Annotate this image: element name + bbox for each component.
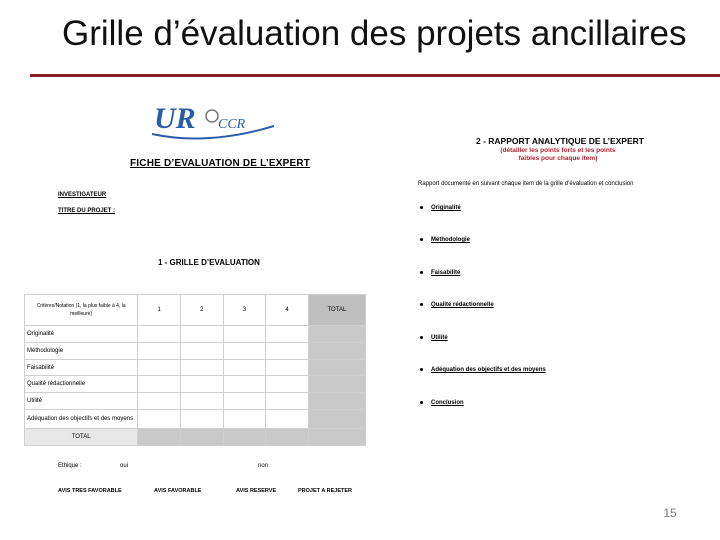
rapport-item-label: Qualité rédactionnelle [431,302,494,308]
list-item [420,335,448,341]
list-item [420,400,464,406]
total-score-cell [180,429,223,446]
table-row [25,342,366,359]
row-label: Méthodologie [25,342,138,359]
logo-ur-text: UR [154,102,196,135]
bullet-icon [420,238,423,241]
rapport-item-label: Utilité [431,335,448,341]
score-cell[interactable] [223,376,266,393]
table-row [25,393,366,410]
row-label: Faisabilité [25,359,138,376]
ethique-oui-option[interactable]: oui [120,463,129,469]
rapport-intro: Rapport documenté en suivant chaque item de la grille d’évaluation et conclusion [418,181,634,187]
bullet-icon [420,271,423,274]
total-header: TOTAL [308,295,365,326]
total-cell [308,359,365,376]
bullet-icon [420,206,423,209]
table-row [25,326,366,343]
score-cell[interactable] [180,393,223,410]
score-cell[interactable] [138,326,181,343]
total-cell [308,342,365,359]
rapport-item-label: Méthodologie [431,237,470,243]
total-cell [308,376,365,393]
score-cell[interactable] [180,359,223,376]
score-1-header: 1 [138,295,181,326]
ethique-non-option[interactable]: non [258,463,269,469]
score-cell[interactable] [138,376,181,393]
page-number: 15 [663,506,677,520]
score-cell[interactable] [138,393,181,410]
total-cell [308,326,365,343]
table-row [25,410,366,429]
score-cell[interactable] [266,410,309,429]
score-cell[interactable] [223,359,266,376]
rapport-item-label: Conclusion [431,400,464,406]
list-item [420,205,461,211]
score-cell[interactable] [138,410,181,429]
table-row [25,359,366,376]
total-cell [308,410,365,429]
total-score-cell [138,429,181,446]
total-score-cell [223,429,266,446]
fiche-title: FICHE D’EVALUATION DE L’EXPERT [130,158,311,169]
rapport-item-label: Originalité [431,205,461,211]
avis-reserve[interactable]: AVIS RESERVE [236,488,277,494]
grille-title: 1 - GRILLE D’EVALUATION [158,258,260,267]
score-cell[interactable] [266,326,309,343]
total-cell [308,429,365,446]
score-cell[interactable] [223,342,266,359]
rapport-title: 2 - RAPPORT ANALYTIQUE DE L’EXPERT [476,136,644,146]
score-cell[interactable] [180,326,223,343]
rapport-item-label: Faisabilité [431,270,461,276]
list-item [420,367,546,373]
total-score-cell [266,429,309,446]
list-item [420,270,460,276]
avis-tres-favorable[interactable]: AVIS TRES FAVORABLE [58,488,122,494]
list-item [420,302,494,308]
bullet-icon [420,336,423,339]
score-cell[interactable] [138,359,181,376]
score-3-header: 3 [223,295,266,326]
score-cell[interactable] [266,359,309,376]
score-2-header: 2 [180,295,223,326]
investigateur-label: INVESTIGATEUR [58,192,107,198]
score-cell[interactable] [223,410,266,429]
criteria-header: Critères/Notation (1, la plus faible à 4, la meilleure) [25,295,138,326]
row-label: Originalité [25,326,138,343]
score-cell[interactable] [180,376,223,393]
score-cell[interactable] [266,393,309,410]
score-cell[interactable] [180,342,223,359]
score-cell[interactable] [223,393,266,410]
bullet-icon [420,401,423,404]
total-cell [308,393,365,410]
titre-projet-label: TITRE DU PROJET : [58,208,116,214]
row-label: Adéquation des objectifs et des moyens [25,410,138,429]
rapport-item-label: Adéquation des objectifs et des moyens [431,367,546,373]
table-row [25,376,366,393]
ethique-label: Ethique : [58,463,82,469]
total-row [25,429,366,446]
score-cell[interactable] [266,342,309,359]
avis-favorable[interactable]: AVIS FAVORABLE [154,488,202,494]
row-label: Qualité rédactionnelle [25,376,138,393]
title-divider [30,74,720,77]
score-4-header: 4 [266,295,309,326]
bullet-icon [420,368,423,371]
bullet-icon [420,303,423,306]
score-cell[interactable] [266,376,309,393]
slide-title: Grille d’évaluation des projets ancillaires [62,14,687,53]
rapport-subtitle: (détailler les points forts et les points faibles pour chaque item) [500,147,616,162]
urccr-logo [148,100,280,142]
logo-emblem-icon [206,110,218,122]
score-cell[interactable] [223,326,266,343]
logo-ccr-text: CCR [218,117,246,132]
row-label: Utilité [25,393,138,410]
avis-projet-a-rejeter[interactable]: PROJET A REJETER [298,488,352,494]
list-item [420,237,470,243]
total-row-label: TOTAL [25,429,138,446]
score-cell[interactable] [180,410,223,429]
grid-header-row [25,295,366,326]
evaluation-grid [24,294,366,446]
score-cell[interactable] [138,342,181,359]
